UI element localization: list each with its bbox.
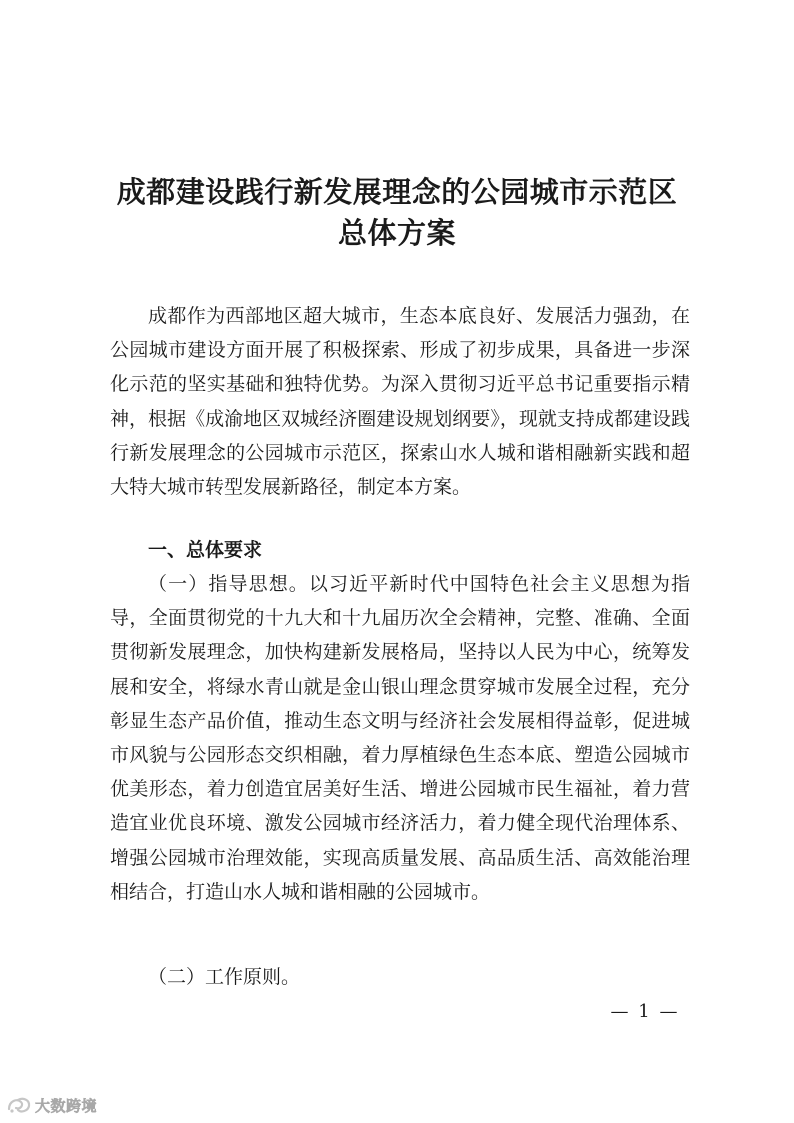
document-title-line-2: 总体方案	[337, 216, 456, 250]
document-title-line-1: 成都建设践行新发展理念的公园城市示范区	[116, 175, 678, 209]
working-principles-paragraph: （二）工作原则。	[148, 966, 301, 988]
guiding-ideology-paragraph: （一）指导思想。以习近平新时代中国特色社会主义思想为指导，全面贯彻党的十九大和十九届历次全会精神，完整、准确、全面贯彻新发展理念，加快构建新发展格局，坚持以人民为中心，统筹发展和安全，将绿水青山就是金山银山理念贯穿城市发展全过程，充分彰显生态产品价值，推动生态文明与经济社会发展相得益彰，促进城市风貌与公园形态交织相融，着力厚植绿色生态本底、塑造公园城市优美形态，着力创造宜居美好生活、增进公园城市民生福祉，着力营造宜业优良环境、激发公园城市经济活力，着力健全现代治理体系、增强公园城市治理效能，实现高质量发展、高品质生活、高效能治理相结合，打造山水人城和谐相融的公园城市。	[110, 573, 690, 903]
watermark-logo-icon	[6, 1095, 32, 1115]
section-heading-general-requirements: 一、总体要求	[148, 539, 263, 561]
page-number: — 1 —	[610, 1001, 680, 1022]
intro-paragraph: 成都作为西部地区超大城市，生态本底良好、发展活力强劲，在公园城市建设方面开展了积极探索、形成了初步成果，具备进一步深化示范的坚实基础和独特优势。为深入贯彻习近平总书记重要指示精神，根据《成渝地区双城经济圈建设规划纲要》，现就支持成都建设践行新发展理念的公园城市示范区，探索山水人城和谐相融新实践和超大特大城市转型发展新路径，制定本方案。	[110, 305, 690, 499]
watermark	[6, 1093, 97, 1117]
watermark-text: 大数跨境	[35, 1096, 98, 1115]
